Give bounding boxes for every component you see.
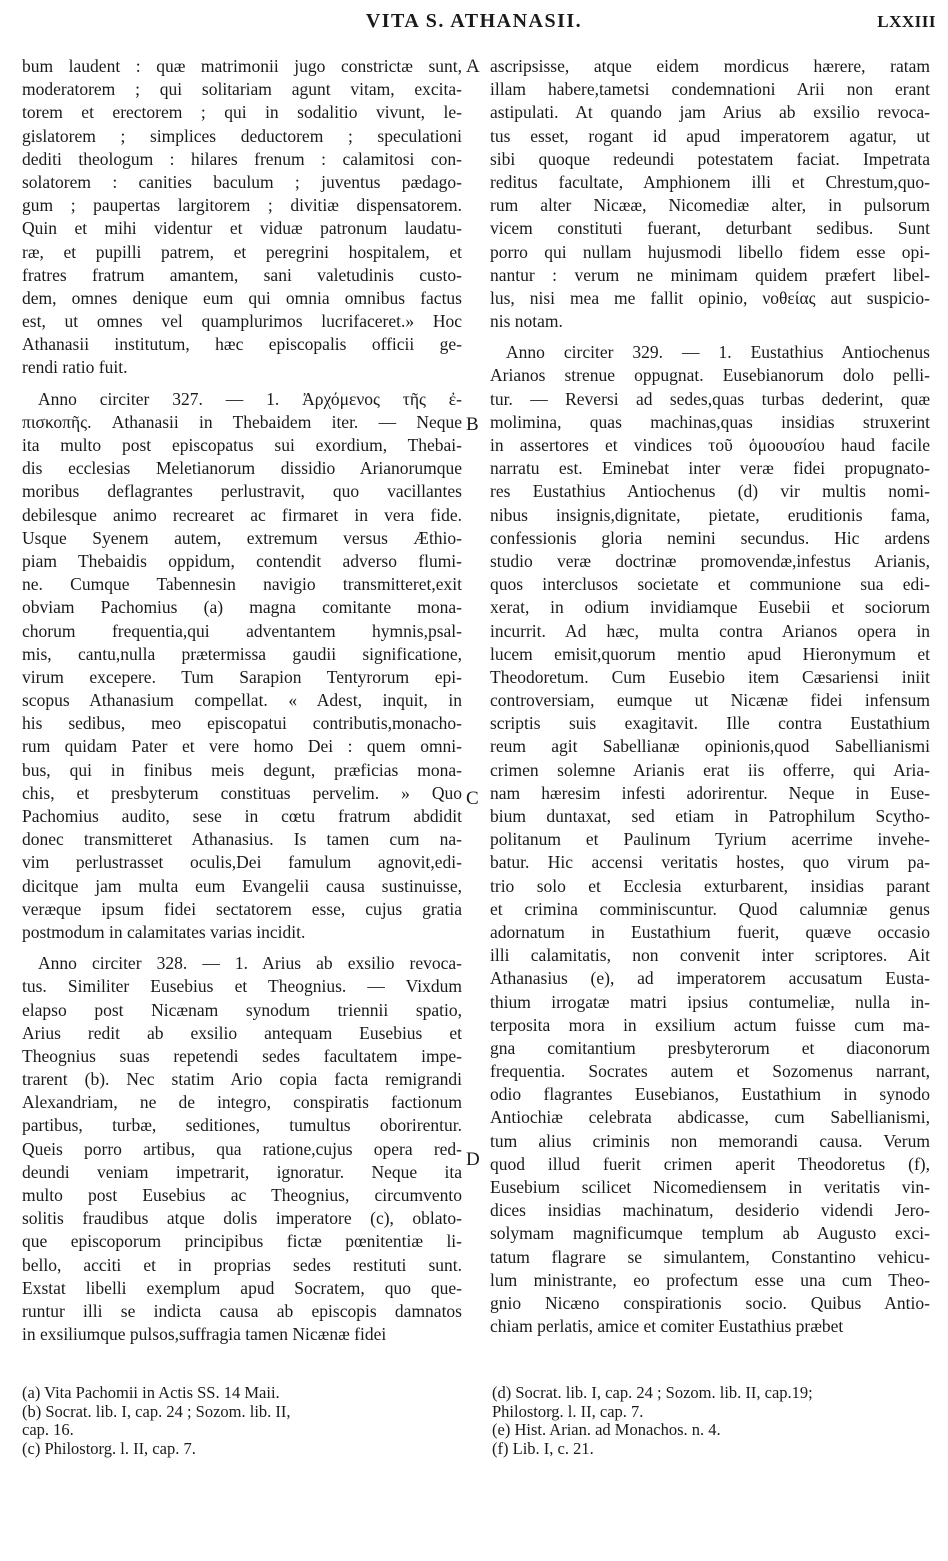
text-line: moderatorem ; qui solitariam agunt vitam, excita- [22, 79, 462, 100]
text-line: lum ministrante, eo profectum esse una cum Theo- [490, 1269, 930, 1290]
text-line: Exstat libelli exemplum apud Socratem, quo que- [22, 1277, 462, 1298]
footnote-line: cap. 16. [22, 1420, 74, 1439]
text-line: gislatorem ; simplices deductorem ; speculationi [22, 125, 462, 146]
text-line: Athanasius (e), ad imperatorem accusatum Eusta- [490, 968, 930, 989]
text-line: tatum flagrare se simulantem, Constantino vehicu- [490, 1246, 930, 1267]
text-line: πισκοπῆς. Athanasii in Thebaidem iter. — Neque [22, 411, 462, 432]
text-line: vim perlustrasset oculis,Dei famulum agnovit,edi- [22, 852, 462, 873]
text-line: lus, nisi mea me fallit opinio, νοθείας aut suspicio- [490, 287, 930, 308]
text-line: Anno circiter 329. — 1. Eustathius Antiochenus [506, 342, 930, 363]
text-line: in exsiliumque pulsos,suffragia tamen Nicænæ fidei [22, 1324, 387, 1345]
text-line: lucem emisit,quorum mentio apud Hieronymum et [490, 643, 930, 664]
text-line: dis ecclesias Meletianorum dissidio Arianorumque [22, 458, 462, 479]
text-line: trio solo et Ecclesia exturbarent, insidias parant [490, 875, 930, 896]
text-line: Queis porro artibus, qua ratione,cujus opera red- [22, 1138, 462, 1159]
text-line: chiam perlatis, amice et comiter Eustathius præbet [490, 1316, 844, 1337]
footnote-line: (c) Philostorg. l. II, cap. 7. [22, 1438, 196, 1458]
text-line: Arius redit ab exsilio antequam Eusebius et [22, 1022, 462, 1043]
text-line: rum alter Nicææ, Nicomediæ alter, in pulsorum [490, 195, 930, 216]
text-line: tur. — Reversi ad sedes,quas turbas dederint, quæ [490, 388, 930, 409]
text-line: solitis fraudibus atque dolis imperatore (c), oblato- [22, 1208, 462, 1229]
running-header [0, 10, 948, 40]
text-line: Usque Syenem autem, extremum versus Æthio- [22, 527, 462, 548]
page-number: LXXIII [877, 12, 936, 31]
text-line: moribus deflagrantes perlustravit, quo vacillantes [22, 481, 462, 502]
footnote-line: (a) Vita Pachomii in Actis SS. 14 Maii. [22, 1383, 280, 1402]
footnote-line: (f) Lib. I, c. 21. [492, 1438, 594, 1458]
text-line: et crimina comminiscuntur. Quod calumniæ genus [490, 898, 930, 919]
text-line: Athanasii institutum, hæc episcopalis officii ge- [22, 334, 462, 355]
text-line: gna comitantium presbyterorum et diaconorum [490, 1037, 930, 1058]
text-line: rum quidam Pater et vere homo Dei : quem omni- [22, 736, 462, 757]
text-line: molimina, quas machinas,quas insidias struxerint [490, 411, 930, 432]
text-line: rendi ratio fuit. [22, 357, 128, 378]
text-line: odio flagrantes Eusebianos, Eustathium in synodo [490, 1084, 930, 1105]
text-line: elapso post Nicænam synodum triennii spatio, [22, 999, 462, 1020]
text-line: gum ; paupertas largitorem ; divitiæ dispensatorem. [22, 195, 462, 216]
text-line: nibus insignis,dignitate, pietate, eruditionis fama, [490, 504, 930, 525]
text-line: illam habere,tametsi condemnationi Arii non erant [490, 79, 930, 100]
text-line: Antiochiæ celebrata abdicasse, cum Sabellianismi, [490, 1107, 930, 1128]
text-line: veræque ipsum fidei sectatorem esse, cujus gratia [22, 898, 462, 919]
text-line: partibus, turbæ, seditiones, tumultus oborirentur. [22, 1115, 462, 1136]
text-line: que episcoporum principibus fictæ pœnitentiæ li- [22, 1231, 462, 1252]
paragraph-gap [490, 333, 930, 341]
text-line: sibi quoque redeundi potestatem faciat. Impetrata [490, 148, 930, 169]
text-line: ræ, et pupilli patrem, et peregrini hospitalem, et [22, 241, 462, 262]
text-line: Eusebium scilicet Nicomediensem in veritatis vin- [490, 1177, 930, 1197]
text-line: tus. Similiter Eusebius et Theognius. — Vixdum [22, 976, 462, 997]
text-line: reditus facultate, Amphionem illi et Chrestum,quo- [490, 171, 930, 192]
margin-marker-b: B [466, 414, 479, 435]
footnote-line: Philostorg. l. II, cap. 7. [492, 1401, 644, 1421]
text-line: dicitque jam multa eum Evangelii causa sustinuisse, [22, 875, 462, 896]
text-line: bus, qui in finibus meis degunt, præficias mona- [22, 759, 462, 780]
text-line: adornatum in Eustathium fuerit, quæve occasio [490, 921, 930, 942]
text-line: scopus Athanasium compellat. « Adest, inquit, in [22, 690, 462, 711]
margin-marker-a: A [466, 56, 480, 77]
text-line: postmodum in calamitates varias incidit. [22, 921, 306, 942]
text-line: chorum frequentia,qui adventantem hymnis,psal- [22, 620, 462, 641]
text-line: illi calamitatis, non convenit inter scriptores. Ait [490, 945, 930, 966]
text-line: virum excepere. Tum Sarapion Tentyrorum epi- [22, 666, 462, 687]
text-line: in assertores et vindices τοῦ ὁμοουσίου haud facile [490, 435, 930, 455]
text-line: res Eustathius Antiochenus (d) vir multis nomi- [490, 481, 930, 502]
text-line: ascripsisse, atque eidem mordicus hærere, ratam [490, 56, 930, 76]
right-column [490, 55, 930, 1338]
text-line: quod illud fuerit crimen aperit Theodoretus (f), [490, 1153, 930, 1174]
text-line: vicem constituti fuerant, deturbant sedibus. Sunt [490, 218, 930, 239]
paragraph-gap [22, 944, 462, 952]
text-line: Alexandriam, ne de integro, conspiratis factionum [22, 1092, 462, 1113]
text-line: gnio Nicæno conspirationis socio. Quibus Antio- [490, 1292, 930, 1313]
text-line: piam Thebaidis oppidum, contendit adverso flumi- [22, 550, 462, 571]
footnotes-right [492, 1384, 932, 1458]
text-line: Arianos strenue oppugnat. Eusebianorum dolo pelli- [490, 365, 930, 386]
text-line: Theognius suas repetendi sedes facultatem impe- [22, 1045, 462, 1066]
text-line: multo post Eusebius ac Theognius, circumvento [22, 1185, 462, 1205]
text-line: solymam magnificumque templum ab Augusto exci- [490, 1223, 930, 1244]
text-line: Quin et mihi videntur et viduæ patronum laudatu- [22, 218, 462, 239]
footnote-line: (b) Socrat. lib. I, cap. 24 ; Sozom. lib. II, [22, 1401, 291, 1421]
text-line: batur. Hic accensi veritatis hostes, quo virum pa- [490, 852, 930, 873]
text-line: bello, acciti et in proprias sedes restituti sunt. [22, 1254, 462, 1275]
text-line: astipulati. At quando jam Arius ab exsilio revoca- [490, 102, 930, 123]
text-line: studio veræ doctrinæ promovendæ,infestus Arianis, [490, 550, 930, 571]
text-line: trarent (b). Nec statim Ario copia facta remigrandi [22, 1069, 462, 1090]
text-line: nam hæresim infesti adorirentur. Neque in Euse- [490, 782, 930, 803]
text-line: incurrit. Ad hæc, multa contra Arianos opera in [490, 620, 930, 641]
text-line: runtur illi se indicta causa ab episcopis damnatos [22, 1300, 462, 1321]
text-line: crimen solemne Arianis erat iis offerre, qui Aria- [490, 759, 930, 780]
text-line: Anno circiter 328. — 1. Arius ab exsilio revoca- [38, 953, 462, 974]
text-line: nantur : verum ne minimam quidem præfert libel- [490, 264, 930, 285]
text-line: ita multo post episcopatus sui exordium, Thebai- [22, 435, 462, 455]
text-line: scriptis suis exagitavit. Ille contra Eustathium [490, 713, 930, 734]
text-line: mis, cantu,nulla prætermissa gaudii significatione, [22, 643, 462, 664]
text-line: tus esset, rogant id apud imperatorem agatur, ut [490, 125, 930, 146]
paragraph-gap [22, 380, 462, 388]
text-line: debilesque animo recrearet ac firmaret in vera fide. [22, 504, 462, 525]
text-line: quos interclusos societate et communione sua edi- [490, 574, 930, 595]
text-line: nis notam. [490, 311, 563, 332]
text-line: Theodoretum. Cum Eusebio item Cæsariensi iniit [490, 666, 930, 687]
text-line: torem et erectorem ; qui in sodalitio vivunt, le- [22, 102, 462, 123]
text-line: dices insidias machinatum, desiderio videndi Jero- [490, 1200, 930, 1221]
text-line: controversiam, eumque ut Nicænæ fidei infensum [490, 690, 930, 711]
text-line: dediti theologum : hilares frenum : calamitosi con- [22, 148, 462, 169]
margin-marker-c: C [466, 788, 479, 809]
text-line: terposita mora in exsilium actum fuisse cum ma- [490, 1014, 930, 1035]
text-line: Anno circiter 327. — 1. Ἀρχόμενος τῆς ἐ- [38, 388, 462, 409]
text-line: est, ut omnes vel quamplurimos lucrifaceret.» Hoc [22, 311, 462, 332]
text-line: porro qui nullam hujusmodi libello fidem esse opi- [490, 241, 930, 262]
footnote-line: (d) Socrat. lib. I, cap. 24 ; Sozom. lib. II, cap.19; [492, 1383, 813, 1402]
text-line: xerat, in odium invidiamque Eusebii et sociorum [490, 597, 930, 618]
running-title: VITA S. ATHANASII. [365, 10, 583, 32]
text-line: his sedibus, meo episcopatui contributis,monacho- [22, 713, 462, 734]
footnote-line: (e) Hist. Arian. ad Monachos. n. 4. [492, 1420, 721, 1439]
text-line: solatorem : canities baculum ; juventus pædago- [22, 171, 462, 192]
text-line: Pachomius audito, sese in cœtu fratrum abdidit [22, 806, 462, 826]
text-line: fratres fratrum amantem, sani valetudinis custo- [22, 264, 462, 285]
text-line: narratu est. Eminebat inter veræ fidei propugnato- [490, 458, 930, 479]
text-line: frequentia. Socrates autem et Sozomenus narrant, [490, 1061, 930, 1082]
text-line: chis, et presbyterum constituas pervelim. » Quo [22, 782, 462, 803]
text-line: obviam Pachomius (a) magna comitante mona- [22, 597, 462, 618]
footnotes-left [22, 1384, 462, 1458]
text-line: politanum et Paulinum Tyrium acerrime invehe- [490, 829, 930, 850]
text-line: donec transmitteret Athanasius. Is tamen cum na- [22, 829, 462, 850]
text-line: reum agit Sabellianæ opinionis,quod Sabellianismi [490, 736, 930, 757]
text-line: ne. Cumque Tabennesin navigio transmitteret,exit [22, 574, 462, 595]
margin-marker-d: D [466, 1149, 480, 1170]
text-line: thium irrogatæ matri ipsius contumeliæ, nulla in- [490, 991, 930, 1012]
text-line: bum laudent : quæ matrimonii jugo constrictæ sunt, [22, 56, 462, 76]
text-line: dem, omnes denique eum qui omnia omnibus factus [22, 287, 462, 308]
text-line: bium duntaxat, sed etiam in Patrophilum Scytho- [490, 806, 930, 826]
text-line: tum alius criminis non memorandi causa. Verum [490, 1130, 930, 1151]
left-column [22, 55, 462, 1346]
text-line: deundi veniam impetrarit, ignoratur. Neque ita [22, 1161, 462, 1182]
text-line: confessionis gloria nemini secundus. Hic ardens [490, 527, 930, 548]
